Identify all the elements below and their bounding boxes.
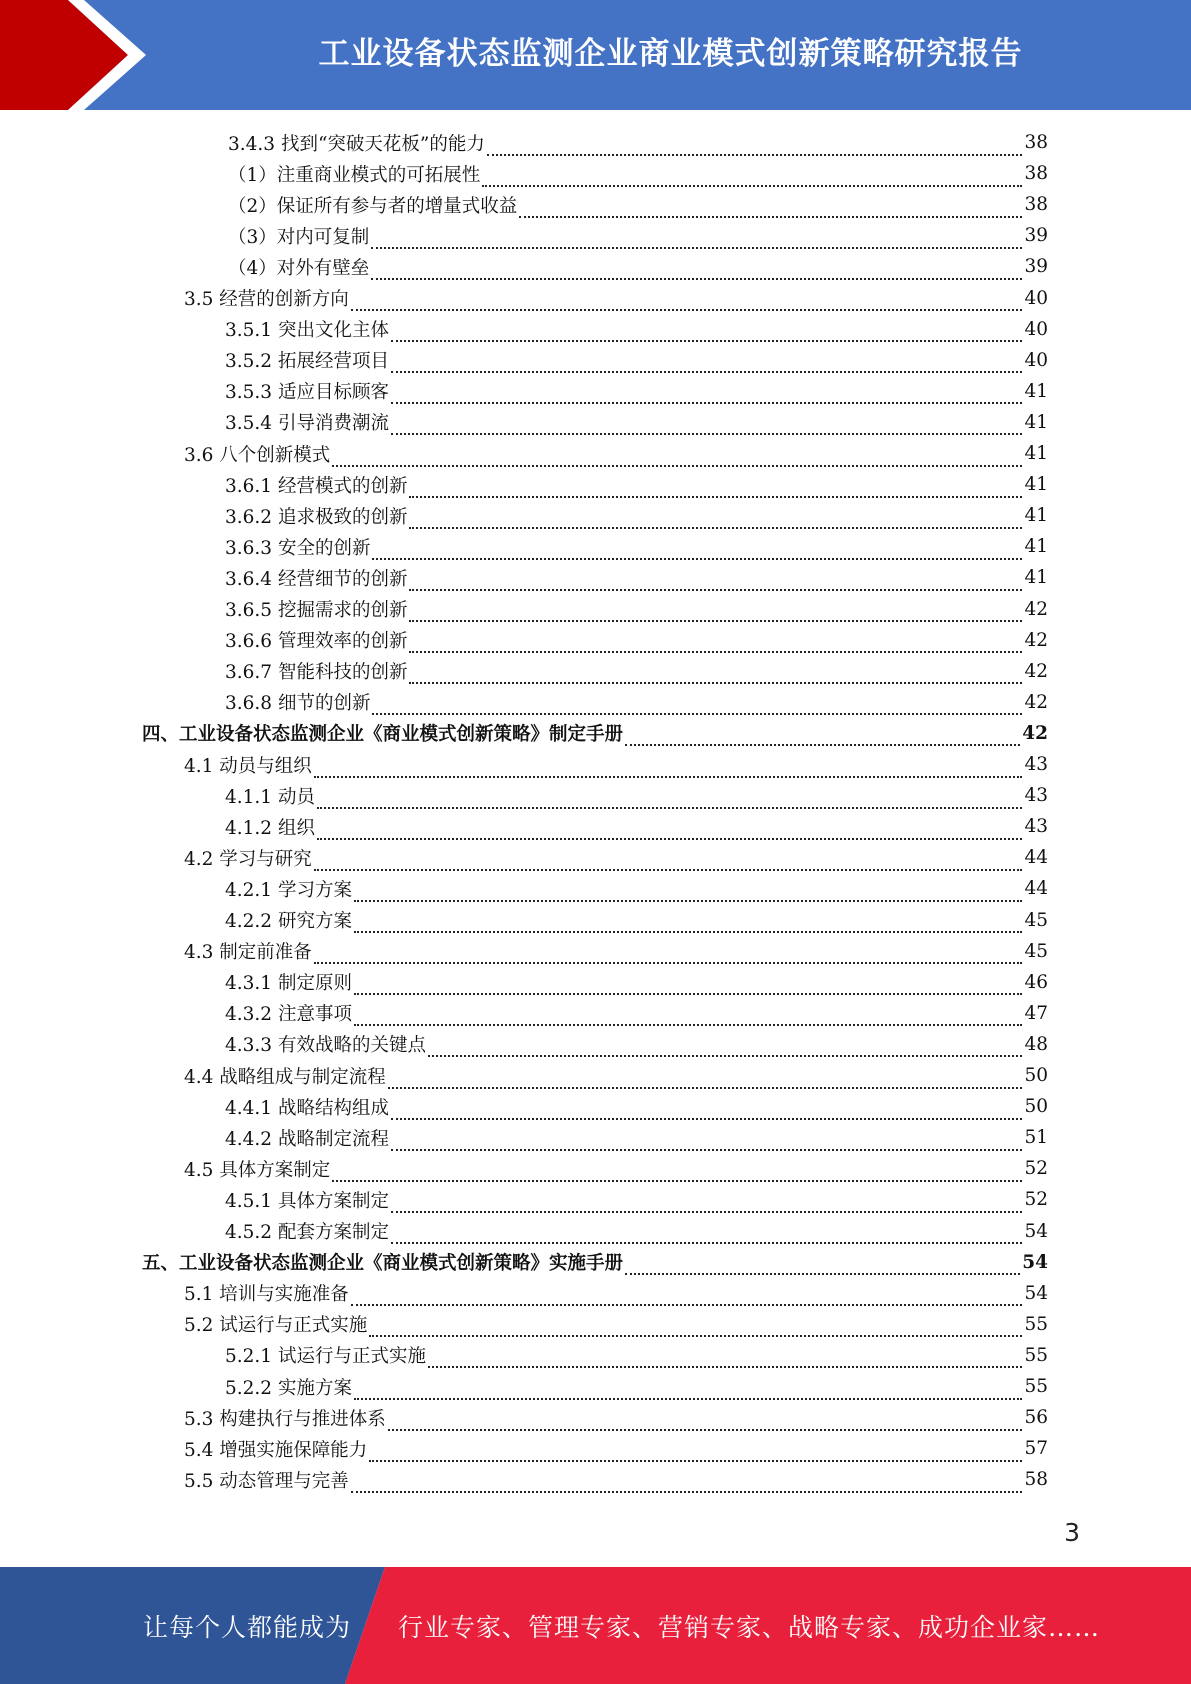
toc-entry-title: 四、工业设备状态监测企业《商业模式创新策略》制定手册 <box>142 724 624 746</box>
toc-entry[interactable] <box>184 842 1048 873</box>
toc-entry-page: 54 <box>1024 1220 1048 1242</box>
toc-entry-title: 3.6 八个创新模式 <box>184 444 331 466</box>
toc-dot-leader <box>351 1475 1023 1493</box>
toc-dot-leader <box>409 666 1022 684</box>
toc-dot-leader <box>409 635 1022 653</box>
toc-entry-title: 4.5 具体方案制定 <box>184 1159 331 1181</box>
toc-entry[interactable] <box>225 625 1048 656</box>
toc-entry[interactable] <box>184 1278 1048 1309</box>
toc-entry-title: 3.5.1 突出文化主体 <box>225 320 389 342</box>
toc-entry-title: 5.2.1 试运行与正式实施 <box>225 1346 426 1368</box>
toc-entry-page: 42 <box>1024 598 1048 620</box>
toc-entry-title: 4.4.2 战略制定流程 <box>225 1128 389 1150</box>
toc-entry-title: 4.2.1 学习方案 <box>225 879 352 901</box>
toc-entry[interactable] <box>225 469 1048 500</box>
toc-dot-leader <box>391 1102 1022 1120</box>
toc-dot-leader <box>314 853 1023 871</box>
toc-entry-title: 3.6.7 智能科技的创新 <box>225 662 408 684</box>
toc-entry-page: 41 <box>1024 411 1048 433</box>
toc-dot-leader <box>391 386 1022 404</box>
toc-entry[interactable] <box>228 220 1048 251</box>
toc-entry-page: 55 <box>1024 1313 1048 1335</box>
toc-entry[interactable] <box>225 376 1048 407</box>
toc-dot-leader <box>482 169 1022 187</box>
toc-entry-page: 38 <box>1024 132 1048 153</box>
toc-entry-page: 38 <box>1024 194 1048 216</box>
toc-entry-title: （1）注重商业模式的可拓展性 <box>228 164 481 186</box>
toc-dot-leader <box>391 324 1022 342</box>
toc-dot-leader <box>371 262 1022 280</box>
toc-entry-title: （3）对内可复制 <box>228 226 370 248</box>
toc-entry-title: 4.2.2 研究方案 <box>225 911 352 932</box>
toc-entry-page: 58 <box>1024 1469 1048 1491</box>
toc-entry-page: 56 <box>1024 1407 1048 1429</box>
toc-entry-title: 5.2 试运行与正式实施 <box>184 1315 368 1337</box>
toc-dot-leader <box>369 1444 1022 1462</box>
toc-entry[interactable] <box>225 500 1048 531</box>
toc-dot-leader <box>351 1288 1023 1306</box>
toc-dot-leader <box>487 138 1023 156</box>
toc-entry-title: 4.4 战略组成与制定流程 <box>184 1066 386 1088</box>
toc-entry-title: 5.1 培训与实施准备 <box>184 1284 349 1306</box>
toc-entry-title: 4.3.2 注意事项 <box>225 1004 352 1026</box>
toc-dot-leader <box>354 915 1023 933</box>
toc-entry-page: 43 <box>1024 785 1048 807</box>
toc-entry[interactable] <box>225 873 1048 904</box>
toc-entry-page: 41 <box>1024 380 1048 402</box>
toc-entry-page: 42 <box>1024 660 1048 682</box>
toc-entry[interactable] <box>184 1433 1048 1464</box>
toc-dot-leader <box>354 884 1023 902</box>
toc-entry[interactable] <box>184 283 1048 314</box>
toc-entry[interactable] <box>142 718 1048 749</box>
toc-entry-title: 4.4.1 战略结构组成 <box>225 1097 389 1119</box>
toc-entry-title: 五、工业设备状态监测企业《商业模式创新策略》实施手册 <box>142 1253 624 1275</box>
page-header <box>0 0 1191 110</box>
toc-dot-leader <box>388 1413 1023 1431</box>
toc-entry-page: 44 <box>1024 878 1048 900</box>
toc-entry-page: 50 <box>1024 1065 1048 1086</box>
toc-entry-page: 42 <box>1024 691 1048 713</box>
toc-dot-leader <box>391 1133 1022 1151</box>
toc-entry[interactable] <box>184 1402 1048 1433</box>
toc-entry-title: 4.3.1 制定原则 <box>225 973 352 995</box>
toc-entry[interactable] <box>225 562 1048 593</box>
toc-entry-page: 42 <box>1022 722 1048 744</box>
toc-entry[interactable] <box>225 1029 1048 1060</box>
toc-entry[interactable] <box>225 780 1048 811</box>
toc-entry-title: 5.4 增强实施保障能力 <box>184 1439 368 1461</box>
toc-entry-title: 3.6.4 经营细节的创新 <box>225 568 408 590</box>
toc-entry[interactable] <box>225 1184 1048 1215</box>
toc-entry-page: 38 <box>1024 163 1048 185</box>
toc-entry-page: 40 <box>1024 287 1048 309</box>
toc-entry[interactable] <box>184 438 1048 469</box>
toc-entry-page: 47 <box>1024 1002 1048 1024</box>
toc-dot-leader <box>354 977 1023 995</box>
toc-entry-title: （2）保证所有参与者的增量式收益 <box>228 195 518 217</box>
toc-entry-page: 40 <box>1024 349 1048 371</box>
toc-entry[interactable] <box>184 1153 1048 1184</box>
toc-entry[interactable] <box>225 594 1048 625</box>
toc-entry-title: 4.2 学习与研究 <box>184 848 312 870</box>
toc-dot-leader <box>625 1257 1020 1275</box>
toc-entry-page: 55 <box>1024 1344 1048 1366</box>
toc-entry[interactable] <box>184 1060 1048 1091</box>
toc-dot-leader <box>428 1039 1022 1057</box>
toc-entry-page: 41 <box>1024 536 1048 558</box>
toc-dot-leader <box>409 511 1022 529</box>
toc-entry-page: 43 <box>1024 754 1048 775</box>
toc-entry-page: 54 <box>1024 1282 1048 1304</box>
toc-entry[interactable] <box>225 1340 1048 1371</box>
toc-entry-title: 3.6.3 安全的创新 <box>225 537 371 559</box>
toc-entry-page: 41 <box>1024 505 1048 527</box>
toc-entry-page: 43 <box>1024 816 1048 838</box>
toc-entry-title: 3.6.5 挖掘需求的创新 <box>225 600 408 621</box>
toc-entry-title: 4.3 制定前准备 <box>184 942 312 964</box>
toc-entry[interactable] <box>225 967 1048 998</box>
toc-dot-leader <box>388 1071 1023 1089</box>
toc-entry-title: 3.5.4 引导消费潮流 <box>225 413 389 435</box>
toc-entry[interactable] <box>225 407 1048 438</box>
toc-entry-page: 51 <box>1024 1127 1048 1149</box>
toc-entry[interactable] <box>228 189 1048 220</box>
toc-entry[interactable] <box>228 251 1048 282</box>
toc-entry-title: 3.6.6 管理效率的创新 <box>225 631 408 653</box>
toc-entry-page: 52 <box>1024 1189 1048 1211</box>
toc-entry[interactable] <box>225 1216 1048 1247</box>
toc-entry-title: （4）对外有壁垒 <box>228 257 370 279</box>
toc-entry[interactable] <box>225 1091 1048 1122</box>
toc-entry-page: 50 <box>1024 1096 1048 1118</box>
toc-dot-leader <box>625 728 1020 746</box>
toc-dot-leader <box>317 822 1023 840</box>
toc-entry-page: 52 <box>1024 1158 1048 1180</box>
toc-dot-leader <box>332 449 1022 467</box>
toc-dot-leader <box>354 1382 1023 1400</box>
toc-dot-leader <box>372 697 1022 715</box>
toc-entry-title: 4.3.3 有效战略的关键点 <box>225 1035 426 1057</box>
toc-entry-page: 40 <box>1024 318 1048 340</box>
toc-dot-leader <box>409 480 1022 498</box>
toc-dot-leader <box>332 1164 1022 1182</box>
toc-entry[interactable] <box>228 158 1048 189</box>
toc-dot-leader <box>391 1195 1022 1213</box>
toc-entry-page: 57 <box>1024 1438 1048 1460</box>
toc-dot-leader <box>391 1226 1022 1244</box>
toc-entry-title: 3.6.1 经营模式的创新 <box>225 475 408 497</box>
toc-entry-page: 55 <box>1024 1376 1048 1397</box>
toc-entry[interactable] <box>225 998 1048 1029</box>
toc-entry[interactable] <box>184 1464 1048 1495</box>
toc-entry[interactable] <box>225 656 1048 687</box>
toc-dot-leader <box>351 293 1023 311</box>
toc-entry-title: 4.1.2 组织 <box>225 817 315 839</box>
toc-entry[interactable] <box>225 345 1048 376</box>
toc-entry[interactable] <box>184 936 1048 967</box>
toc-entry-title: 3.5.2 拓展经营项目 <box>225 351 389 373</box>
toc-entry-page: 54 <box>1022 1251 1048 1273</box>
toc-entry-title: 4.5.1 具体方案制定 <box>225 1190 389 1212</box>
toc-entry[interactable] <box>225 1371 1048 1402</box>
toc-entry-title: 3.4.3 找到“突破天花板”的能力 <box>228 133 485 155</box>
toc-dot-leader <box>409 573 1022 591</box>
toc-entry-title: 5.2.2 实施方案 <box>225 1377 352 1399</box>
page-number: 3 <box>1064 1518 1080 1547</box>
toc-entry[interactable] <box>225 1122 1048 1153</box>
toc-entry-page: 39 <box>1024 225 1048 247</box>
toc-dot-leader <box>354 1008 1023 1026</box>
toc-entry-title: 3.5.3 适应目标顾客 <box>225 382 389 404</box>
toc-entry[interactable] <box>225 531 1048 562</box>
footer-slogan-right: 行业专家、管理专家、营销专家、战略专家、成功企业家…… <box>398 1612 1101 1642</box>
toc-dot-leader <box>317 791 1023 809</box>
toc-entry-page: 46 <box>1024 971 1048 993</box>
toc-entry[interactable] <box>225 314 1048 345</box>
toc-entry-title: 3.6.2 追求极致的创新 <box>225 506 408 528</box>
toc-entry-title: 5.5 动态管理与完善 <box>184 1470 349 1492</box>
toc-dot-leader <box>391 355 1022 373</box>
toc-entry[interactable] <box>142 1247 1048 1278</box>
toc-entry[interactable] <box>184 749 1048 780</box>
toc-entry-page: 42 <box>1024 629 1048 651</box>
toc-entry[interactable] <box>184 1309 1048 1340</box>
toc-entry-page: 41 <box>1024 443 1048 464</box>
toc-dot-leader <box>391 417 1022 435</box>
toc-entry-title: 4.5.2 配套方案制定 <box>225 1222 389 1243</box>
toc-dot-leader <box>314 946 1023 964</box>
toc-entry-title: 4.1 动员与组织 <box>184 755 312 777</box>
toc-dot-leader <box>519 200 1022 218</box>
toc-entry-page: 41 <box>1024 474 1048 496</box>
footer-slogan-left: 让每个人都能成为 <box>143 1612 352 1642</box>
toc-entry-page: 44 <box>1024 847 1048 869</box>
header-arrow-decoration <box>0 0 160 110</box>
toc-entry-page: 39 <box>1024 256 1048 278</box>
toc-entry[interactable] <box>225 811 1048 842</box>
toc-entry[interactable] <box>225 905 1048 936</box>
toc-dot-leader <box>409 604 1022 622</box>
toc-entry-page: 45 <box>1024 909 1048 931</box>
toc-entry-title: 3.6.8 细节的创新 <box>225 693 371 715</box>
toc-entry[interactable] <box>228 127 1048 158</box>
toc-entry-page: 45 <box>1024 940 1048 962</box>
page-footer <box>0 1567 1191 1684</box>
toc-dot-leader <box>369 1319 1022 1337</box>
toc-entry-page: 41 <box>1024 567 1048 589</box>
toc-dot-leader <box>314 760 1023 778</box>
toc-entry-title: 3.5 经营的创新方向 <box>184 289 349 310</box>
toc-dot-leader <box>371 231 1022 249</box>
toc-dot-leader <box>428 1350 1022 1368</box>
toc-entry-page: 48 <box>1024 1033 1048 1055</box>
toc-entry-title: 5.3 构建执行与推进体系 <box>184 1408 386 1430</box>
toc-entry[interactable] <box>225 687 1048 718</box>
report-title: 工业设备状态监测企业商业模式创新策略研究报告 <box>318 35 1023 72</box>
toc-dot-leader <box>372 542 1022 560</box>
toc-entry-title: 4.1.1 动员 <box>225 786 315 808</box>
